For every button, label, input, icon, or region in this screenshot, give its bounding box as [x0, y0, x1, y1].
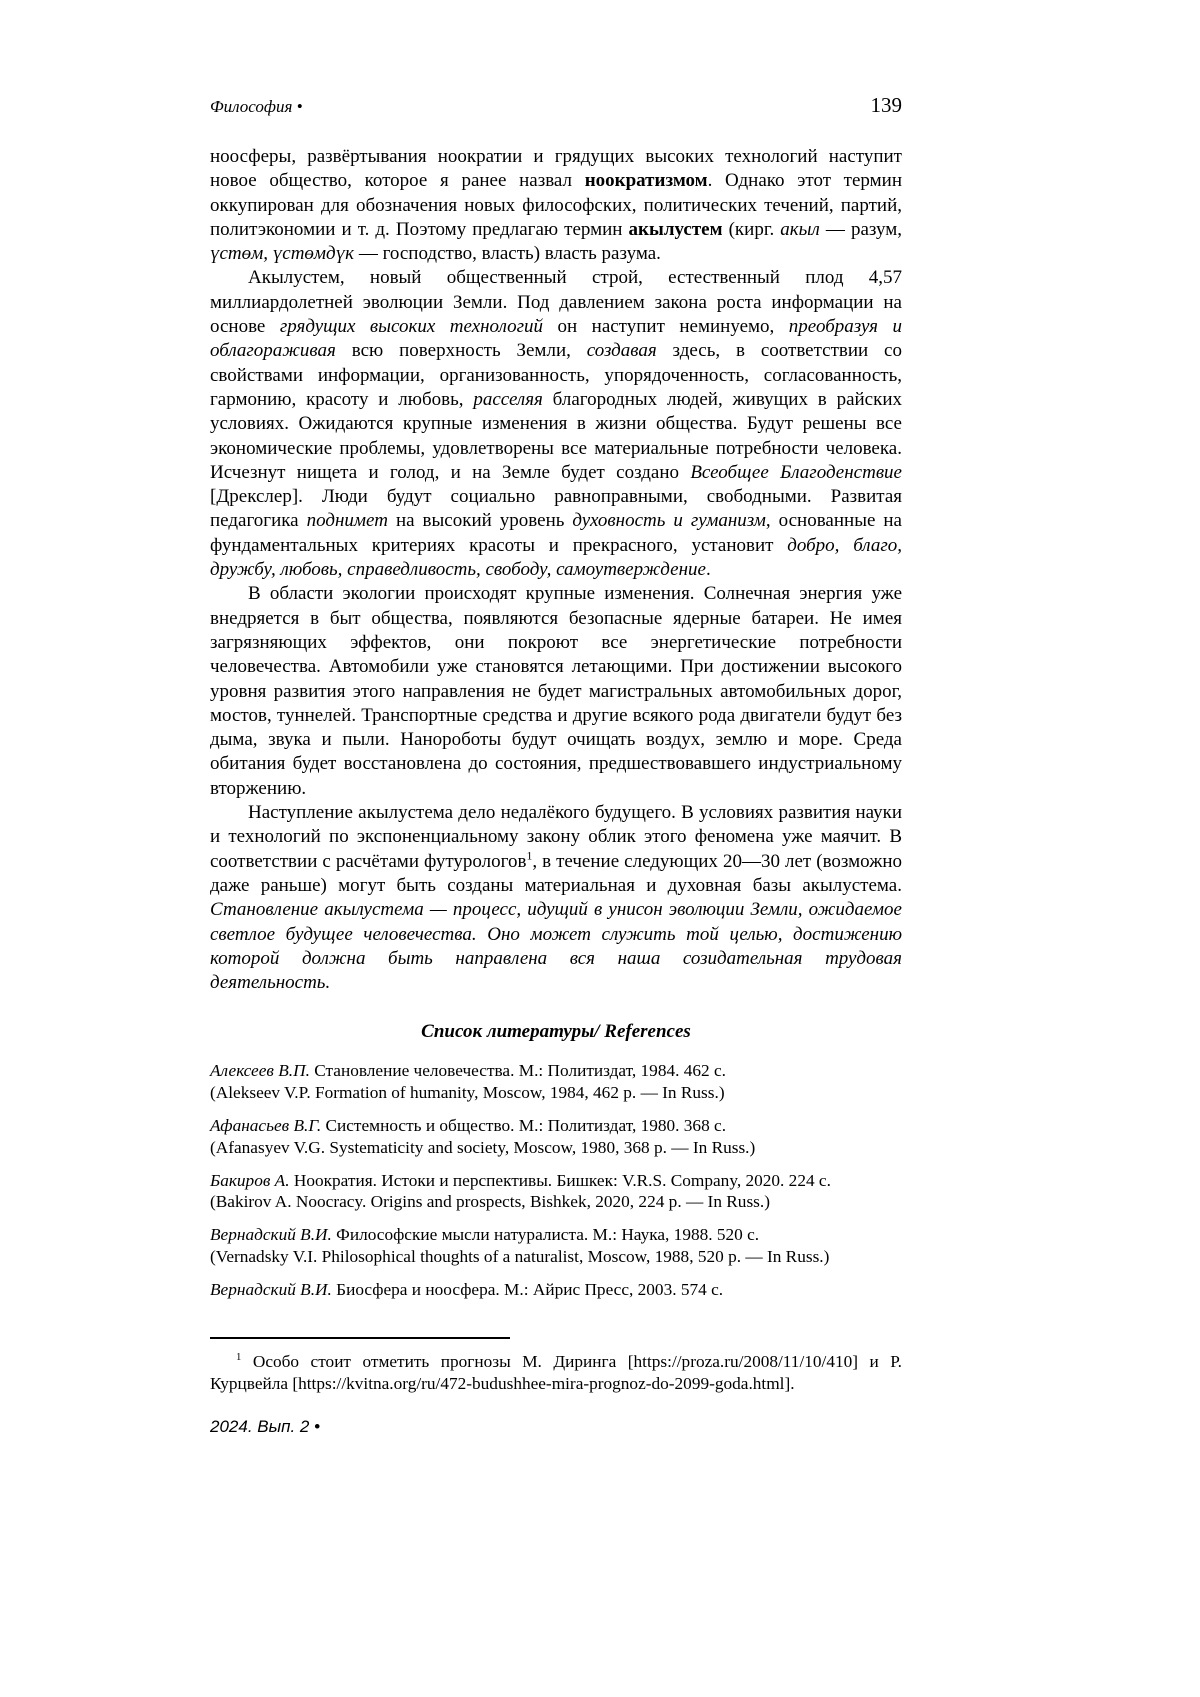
page-footer — [210, 1417, 902, 1437]
reference-item — [210, 1115, 902, 1159]
reference-ru-line: Алексеев В.П. Становление человечества. М.: Политиздат, 1984. 462 с. — [210, 1061, 726, 1081]
references-heading: Список литературы/ References — [421, 1021, 691, 1043]
references-list — [210, 1060, 902, 1300]
footnote-text: $^1$ Особо стоит отметить прогнозы М. Диринга [https://proza.ru/2008/11/10/410] и Р. Курцвейла [https://kvitna.org/ru/472-budushhee-mira-prognoz-do-2099-goda.html]. — [210, 1350, 902, 1393]
reference-ru-line: Вернадский В.И. Биосфера и ноосфера. М.: Айрис Пресс, 2003. 574 с. — [210, 1279, 724, 1299]
page-content — [210, 93, 902, 1437]
page-number: 139 — [870, 93, 902, 117]
body-paragraph: Акылустем, новый общественный строй, естественный плод 4,57 миллиардолетней эволюции Земли. Под давлением закона роста информации на основе грядущих высоких технологий он наступит неминуемо, преобразуя и облагораживая всю поверхность Земли, создавая здесь, в соответствии со свойствами информации, организованность, упорядоченность, согласованность, гармонию, красоту и любовь, расселяя благородных людей, живущих в райских условиях. Ожидаются крупные изменения в жизни общества. Будут решены все экономические проблемы, удовлетворены все материальные потребности человека. Исчезнут нищета и голод, и на Земле будет создано Всеобщее Благоденствие [Дрекслер]. Люди будут социально равноправными, свободными. Развитая педагогика поднимет на высокий уровень духовность и гуманизм, основанные на фундаментальных критериях красоты и прекрасного, установит добро, благо, дружбу, любовь, справедливость, свободу, самоутверждение. — [210, 267, 902, 581]
footnote-rule — [210, 1337, 510, 1339]
body-paragraph: ноосферы, развёртывания ноократии и грядущих высоких технологий наступит новое общество, которое я ранее назвал ноократизмом. Однако этот термин оккупирован для обозначения новых философских, политических течений, партий, политэкономии и т. д. Поэтому предлагаю термин акылустем (кирг. акыл — разум, үстөм, үстөмдүк — господство, власть) власть разума. — [210, 146, 903, 265]
footer-text: 2024. Вып. 2 • — [210, 1416, 321, 1436]
reference-item — [210, 1170, 902, 1214]
reference-en-line: (Bakirov A. Noocracy. Origins and prospects, Bishkek, 2020, 224 p. — In Russ.) — [210, 1192, 770, 1212]
reference-ru-line: Вернадский В.И. Философские мысли натуралиста. М.: Наука, 1988. 520 с. — [210, 1225, 760, 1245]
reference-en-line: (Afanasyev V.G. Systematicity and society, Moscow, 1980, 368 p. — In Russ.) — [210, 1137, 756, 1157]
running-title: Философия • — [210, 97, 303, 116]
body-paragraph: Наступление акылустема дело недалёкого будущего. В условиях развития науки и технологий по экспоненциальному закону облик этого феномена уже маячит. В соответствии с расчётами футурологов$^1$, в течение следующих 20—30 лет (возможно даже раньше) могут быть созданы материальная и духовная базы акылустема. Становление акылустема — процесс, идущий в унисон эволюции Земли, ожидаемое светлое будущее человечества. Оно может служить той целью, достижению которой должна быть направлена вся наша созидательная трудовая деятельность. — [210, 802, 902, 994]
reference-ru-line: Афанасьев В.Г. Системность и общество. М.: Политиздат, 1980. 368 с. — [210, 1115, 727, 1135]
footnote-block — [210, 1337, 902, 1395]
reference-item — [210, 1060, 902, 1104]
reference-item — [210, 1279, 902, 1301]
reference-item — [210, 1224, 902, 1268]
reference-en-line: (Vernadsky V.I. Philosophical thoughts of a naturalist, Moscow, 1988, 520 p. — In Russ.) — [210, 1246, 830, 1266]
article-body — [210, 145, 902, 995]
reference-ru-line: Бакиров А. Ноократия. Истоки и перспективы. Бишкек: V.R.S. Company, 2020. 224 с. — [210, 1170, 831, 1190]
reference-en-line: (Alekseev V.P. Formation of humanity, Moscow, 1984, 462 p. — In Russ.) — [210, 1083, 725, 1103]
body-paragraph: В области экологии происходят крупные изменения. Солнечная энергия уже внедряется в быт общества, появляются безопасные ядерные батареи. Не имея загрязняющих эффектов, они покроют все энергетические потребности человечества. Автомобили уже становятся летающими. При достижении высокого уровня развития этого направления не будет магистральных автомобильных дорог, мостов, туннелей. Транспортные средства и другие всякого рода двигатели будут без дыма, звука и пыли. Нанороботы будут очищать воздух, землю и море. Среда обитания будет восстановлена до состояния, предшествовавшего индустриальному вторжению. — [210, 583, 902, 799]
running-head — [210, 93, 902, 118]
